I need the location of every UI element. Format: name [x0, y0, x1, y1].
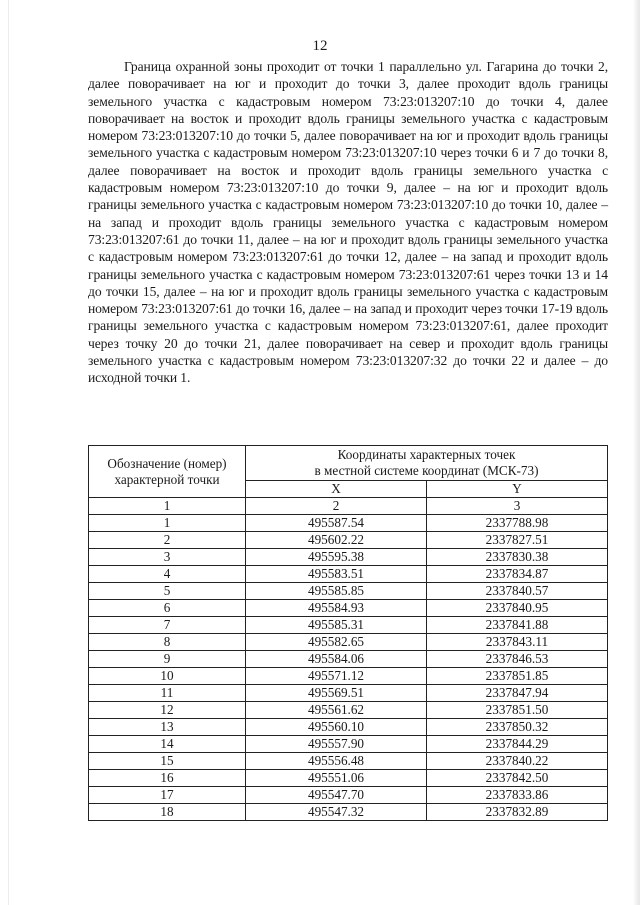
table-row — [89, 600, 608, 617]
cell-x: 495547.32 — [246, 804, 427, 821]
cell-x: 495583.51 — [246, 566, 427, 583]
cell-point: 16 — [89, 770, 246, 787]
cell-point: 9 — [89, 651, 246, 668]
cell-point: 14 — [89, 736, 246, 753]
cell-x: 495556.48 — [246, 753, 427, 770]
cell-point: 1 — [89, 515, 246, 532]
cell-x: 495585.31 — [246, 617, 427, 634]
cell-point: 4 — [89, 566, 246, 583]
table-row — [89, 736, 608, 753]
table-row — [89, 719, 608, 736]
cell-point: 10 — [89, 668, 246, 685]
cell-y: 2337844.29 — [427, 736, 608, 753]
cell-y: 2337830.38 — [427, 549, 608, 566]
column-number: 1 — [89, 498, 246, 515]
scan-artifact-edge — [634, 0, 640, 905]
cell-x: 495569.51 — [246, 685, 427, 702]
scan-artifact-line — [8, 0, 9, 905]
cell-x: 495602.22 — [246, 532, 427, 549]
cell-point: 13 — [89, 719, 246, 736]
cell-y: 2337832.89 — [427, 804, 608, 821]
cell-y: 2337840.95 — [427, 600, 608, 617]
cell-y: 2337834.87 — [427, 566, 608, 583]
table-row — [89, 634, 608, 651]
cell-point: 8 — [89, 634, 246, 651]
cell-point: 6 — [89, 600, 246, 617]
cell-x: 495587.54 — [246, 515, 427, 532]
cell-x: 495582.65 — [246, 634, 427, 651]
table-column-number-row — [89, 498, 608, 515]
table-row — [89, 787, 608, 804]
cell-y: 2337840.57 — [427, 583, 608, 600]
cell-point: 12 — [89, 702, 246, 719]
cell-x: 495557.90 — [246, 736, 427, 753]
cell-x: 495584.93 — [246, 600, 427, 617]
header-coordinates-line1: Координаты характерных точек — [337, 447, 516, 462]
cell-x: 495585.85 — [246, 583, 427, 600]
cell-point: 11 — [89, 685, 246, 702]
cell-y: 2337841.88 — [427, 617, 608, 634]
header-x: X — [246, 481, 427, 498]
column-number: 3 — [427, 498, 608, 515]
cell-x: 495595.38 — [246, 549, 427, 566]
boundary-description-paragraph: Граница охранной зоны проходит от точки 1 параллельно ул. Гагарина до точки 2, далее поворачивает на юг и проходит до точки 3, далее проходит вдоль границы земельного участка с кадастровым номером 73:23:013207:10 до точки 4, далее поворачивает на восток и проходит вдоль границы земельного участка с кадастровым номером 73:23:013207:10 до точки 5, далее поворачивает на юг и проходит вдоль границы земельного участка с кадастровым номером 73:23:013207:10 через точки 6 и 7 до точки 8, далее поворачивает на восток и проходит вдоль границы земельного участка с кадастровым номером 73:23:013207:10 до точки 9, далее – на юг и проходит вдоль границы земельного участка с кадастровым номером 73:23:013207:10 до точки 10, далее – на запад и проходит вдоль границы земельного участка с кадастровым номером 73:23:013207:61 до точки 11, далее – на юг и проходит вдоль границы земельного участка с кадастровым номером 73:23:013207:61 до точки 12, далее – на запад и проходит вдоль границы земельного участка с кадастровым номером 73:23:013207:61 через точки 13 и 14 до точки 15, далее – на юг и проходит вдоль границы земельного участка с кадастровым номером 73:23:013207:61 до точки 16, далее – на запад и проходит через точки 17-19 вдоль границы земельного участка с кадастровым номером 73:23:013207:61, далее проходит через точку 20 до точки 21, далее поворачивает на север и проходит вдоль границы земельного участка с кадастровым номером 73:23:013207:32 до точки 22 и далее – до исходной точки 1. — [88, 59, 608, 386]
table-row — [89, 651, 608, 668]
table-row — [89, 532, 608, 549]
table-row — [89, 770, 608, 787]
table-row — [89, 685, 608, 702]
cell-point: 2 — [89, 532, 246, 549]
cell-point: 3 — [89, 549, 246, 566]
table-row — [89, 566, 608, 583]
cell-y: 2337851.50 — [427, 702, 608, 719]
cell-point: 5 — [89, 583, 246, 600]
cell-point: 17 — [89, 787, 246, 804]
cell-point: 15 — [89, 753, 246, 770]
cell-y: 2337851.85 — [427, 668, 608, 685]
cell-y: 2337833.86 — [427, 787, 608, 804]
cell-y: 2337842.50 — [427, 770, 608, 787]
table-row — [89, 617, 608, 634]
cell-point: 7 — [89, 617, 246, 634]
coordinates-table-body — [89, 515, 608, 821]
page-number: 12 — [312, 38, 328, 54]
header-coordinates-line2: в местной системе координат (МСК-73) — [314, 463, 539, 478]
cell-x: 495551.06 — [246, 770, 427, 787]
header-point-designation: Обозначение (номер) характерной точки — [89, 446, 246, 498]
cell-y: 2337846.53 — [427, 651, 608, 668]
cell-x: 495547.70 — [246, 787, 427, 804]
table-row — [89, 515, 608, 532]
cell-x: 495571.12 — [246, 668, 427, 685]
column-number: 2 — [246, 498, 427, 515]
cell-y: 2337840.22 — [427, 753, 608, 770]
cell-y: 2337827.51 — [427, 532, 608, 549]
cell-point: 18 — [89, 804, 246, 821]
cell-y: 2337850.32 — [427, 719, 608, 736]
cell-x: 495560.10 — [246, 719, 427, 736]
header-coordinates — [246, 446, 608, 481]
cell-y: 2337847.94 — [427, 685, 608, 702]
table-row — [89, 702, 608, 719]
table-row — [89, 804, 608, 821]
table-header-row — [89, 446, 608, 481]
table-row — [89, 583, 608, 600]
cell-y: 2337788.98 — [427, 515, 608, 532]
table-row — [89, 668, 608, 685]
table-row — [89, 753, 608, 770]
table-row — [89, 549, 608, 566]
cell-y: 2337843.11 — [427, 634, 608, 651]
header-y: Y — [427, 481, 608, 498]
cell-x: 495561.62 — [246, 702, 427, 719]
cell-x: 495584.06 — [246, 651, 427, 668]
coordinates-table — [88, 445, 608, 821]
